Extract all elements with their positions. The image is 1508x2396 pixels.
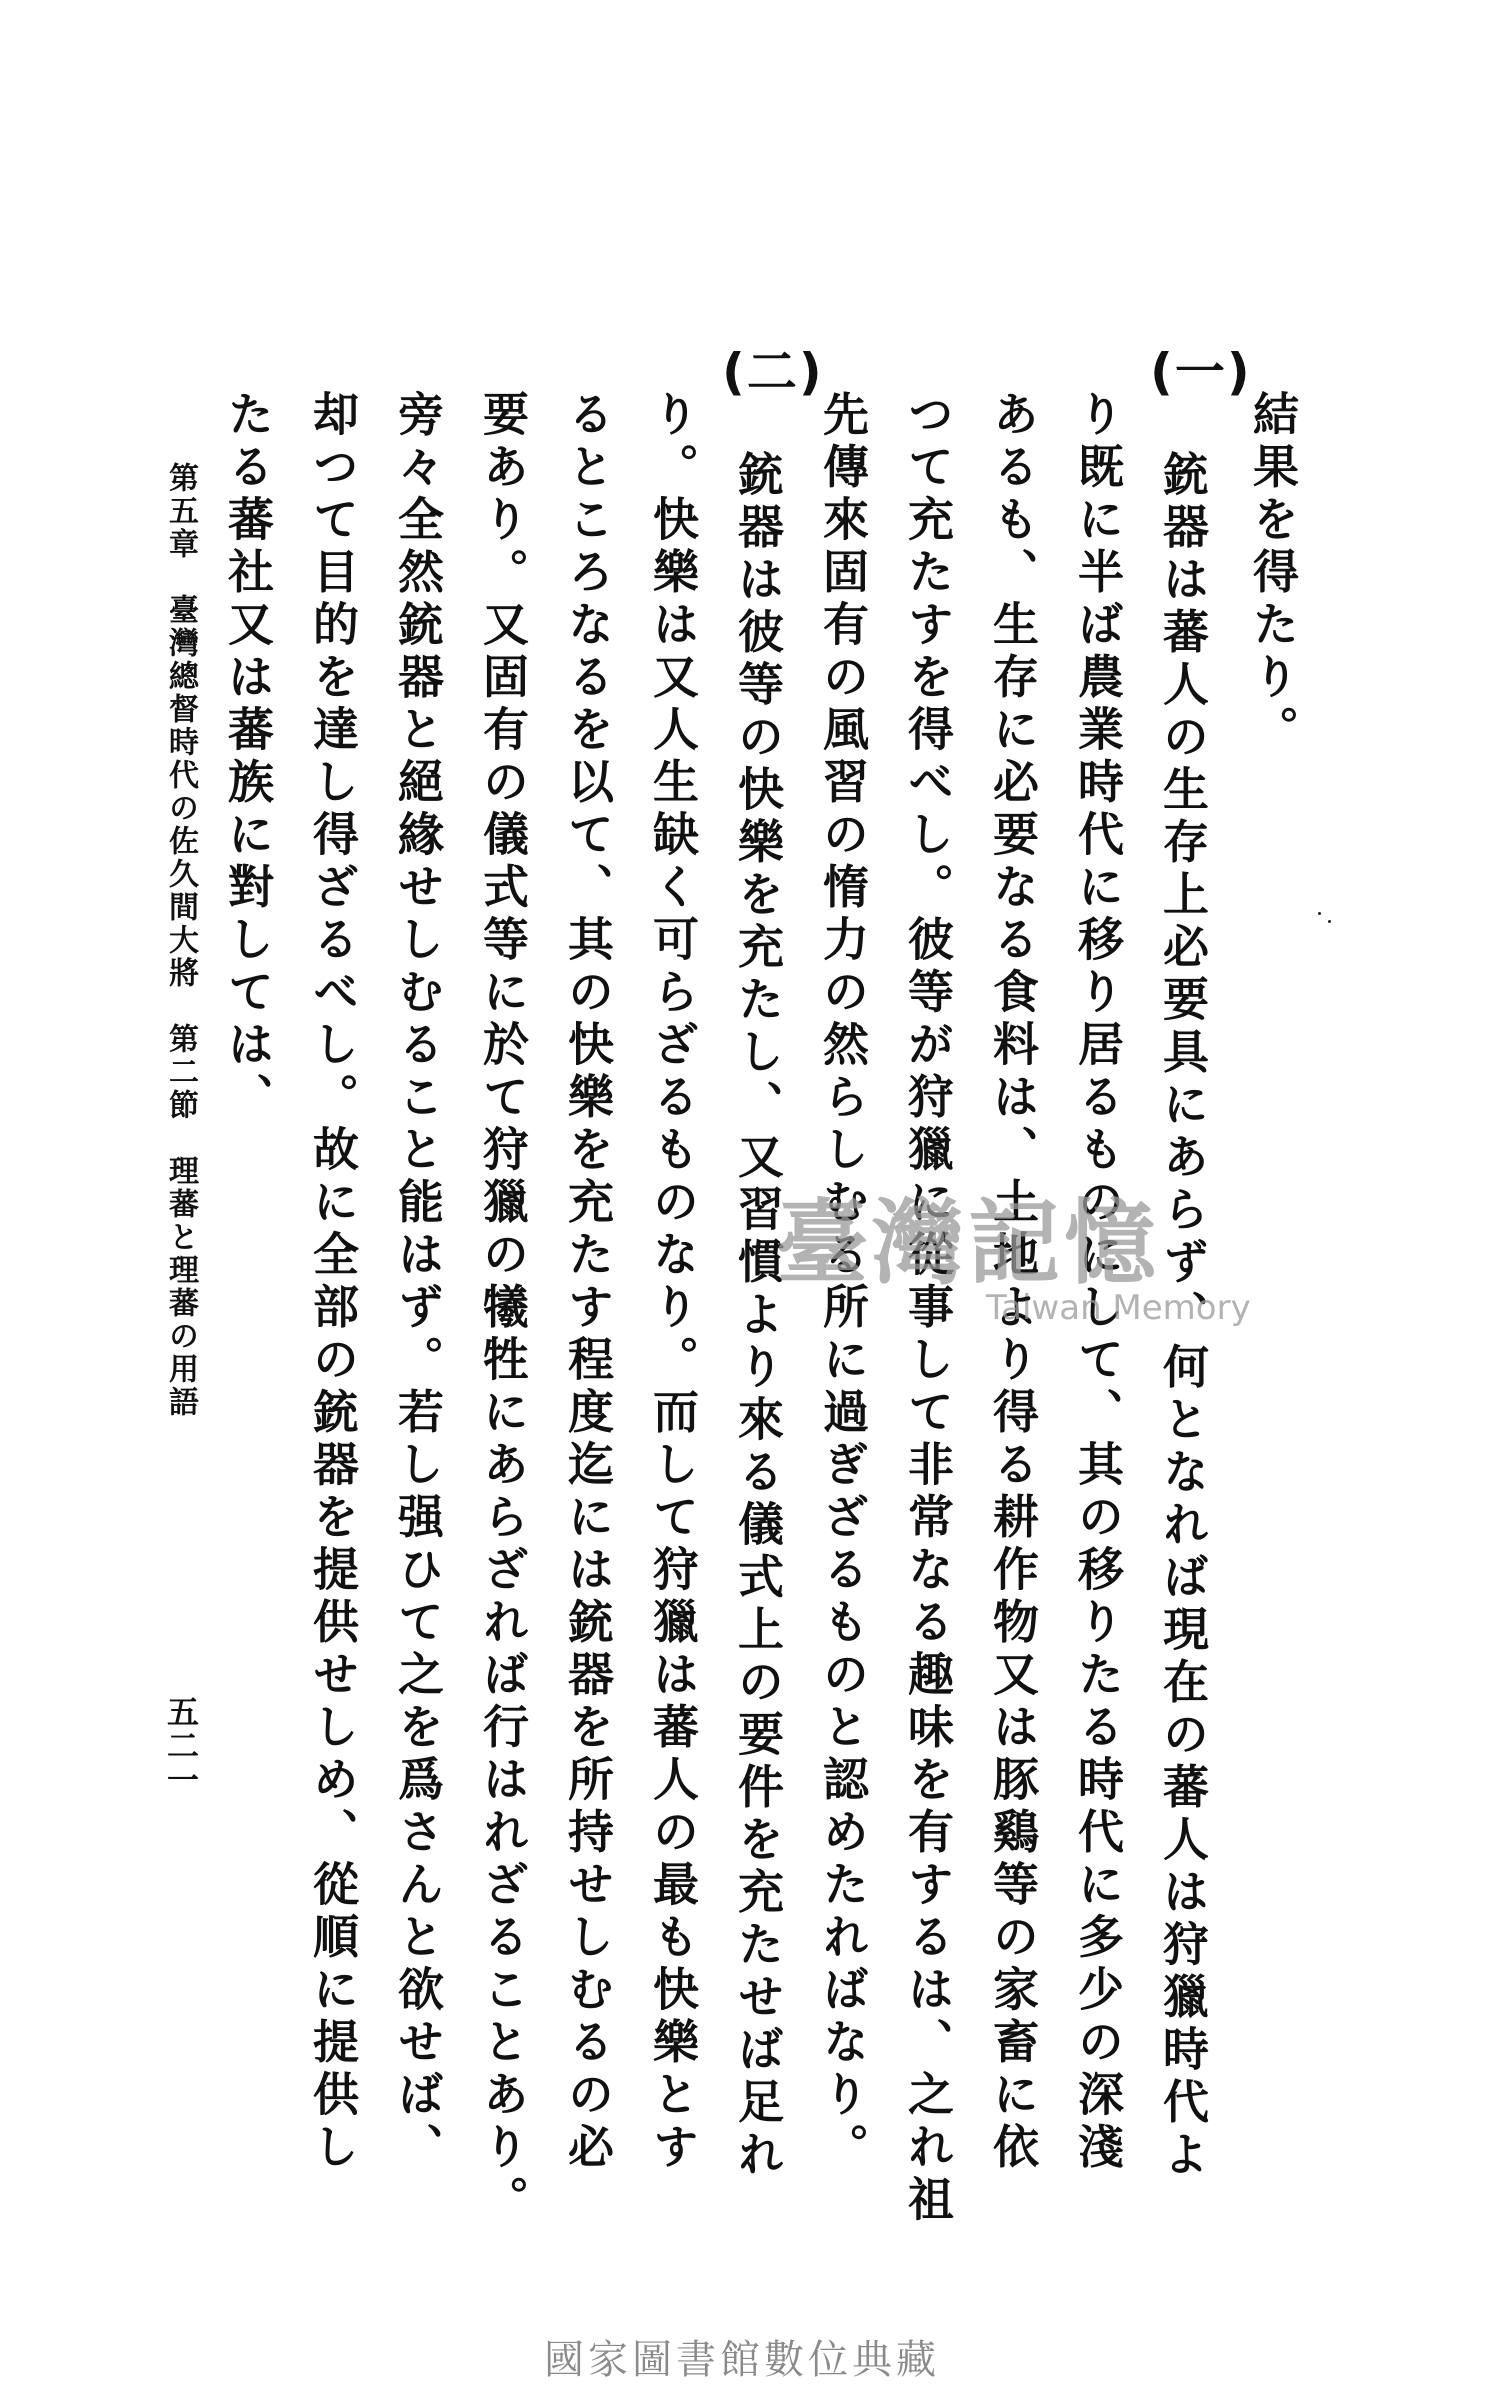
text-column-10: 要あり。又固有の儀式等に於て狩獵の犧牲にあらざれば行はれざることあり。 [476, 390, 530, 2228]
text-column-8: り。快樂は又人生缺く可らざるものなり。而して狩獵は蕃人の最も快樂とす [646, 390, 700, 2175]
text-column-6: 先傳來固有の風習の惰力の然らしむる所に過ぎざるものと認めたればなり。 [816, 390, 870, 2175]
section-marker-two: (二) [722, 343, 824, 401]
page-number: 五二一 [162, 1695, 200, 1797]
watermark-english: Taiwan Memory [986, 1288, 1251, 1328]
text-column-7: 銃器は彼等の快樂を充たし、又習慣より來る儀式上の要件を充たせば足れ [731, 450, 785, 2183]
text-column-12: 却つて目的を達し得ざるべし。故に全部の銃器を提供せしめ、從順に提供し [306, 390, 360, 2175]
text-column-13: たる蕃社又は蕃族に對しては、 [221, 390, 275, 1125]
scan-speck [1318, 912, 1321, 915]
running-head: 第五章 臺灣總督時代の佐久間大將 第二節 理蕃と理蕃の用語 [163, 462, 198, 1419]
library-footer-banner: 國家圖書館數位典藏 [544, 2337, 940, 2383]
watermark-cjk: 臺灣記憶 [776, 1189, 1161, 1297]
text-column-9: るところなるを以て、其の快樂を充たす程度迄には銃器を所持せしむるの必 [561, 390, 615, 2175]
text-column-1: 結果を得たり。 [1246, 390, 1300, 758]
section-marker-one: (一) [1150, 343, 1252, 401]
text-column-5: つて充たすを得べし。彼等が狩獵に從事して非常なる趣味を有するは、之れ祖 [901, 390, 955, 2228]
scan-speck [1328, 920, 1331, 923]
text-column-2: 銃器は蕃人の生存上必要具にあらず、何となれば現在の蕃人は狩獵時代よ [1156, 450, 1210, 2183]
taiwan-memory-watermark [776, 1170, 1251, 1328]
text-column-11: 旁々全然銃器と絕緣せしむること能はず。若し强ひて之を爲さんと欲せば、 [391, 390, 445, 2175]
text-column-3: り既に半ば農業時代に移り居るものにして、其の移りたる時代に多少の深淺 [1071, 390, 1125, 2175]
text-column-4: あるも、生存に必要なる食料は、土地より得る耕作物又は豚鷄等の家畜に依 [986, 390, 1040, 2175]
